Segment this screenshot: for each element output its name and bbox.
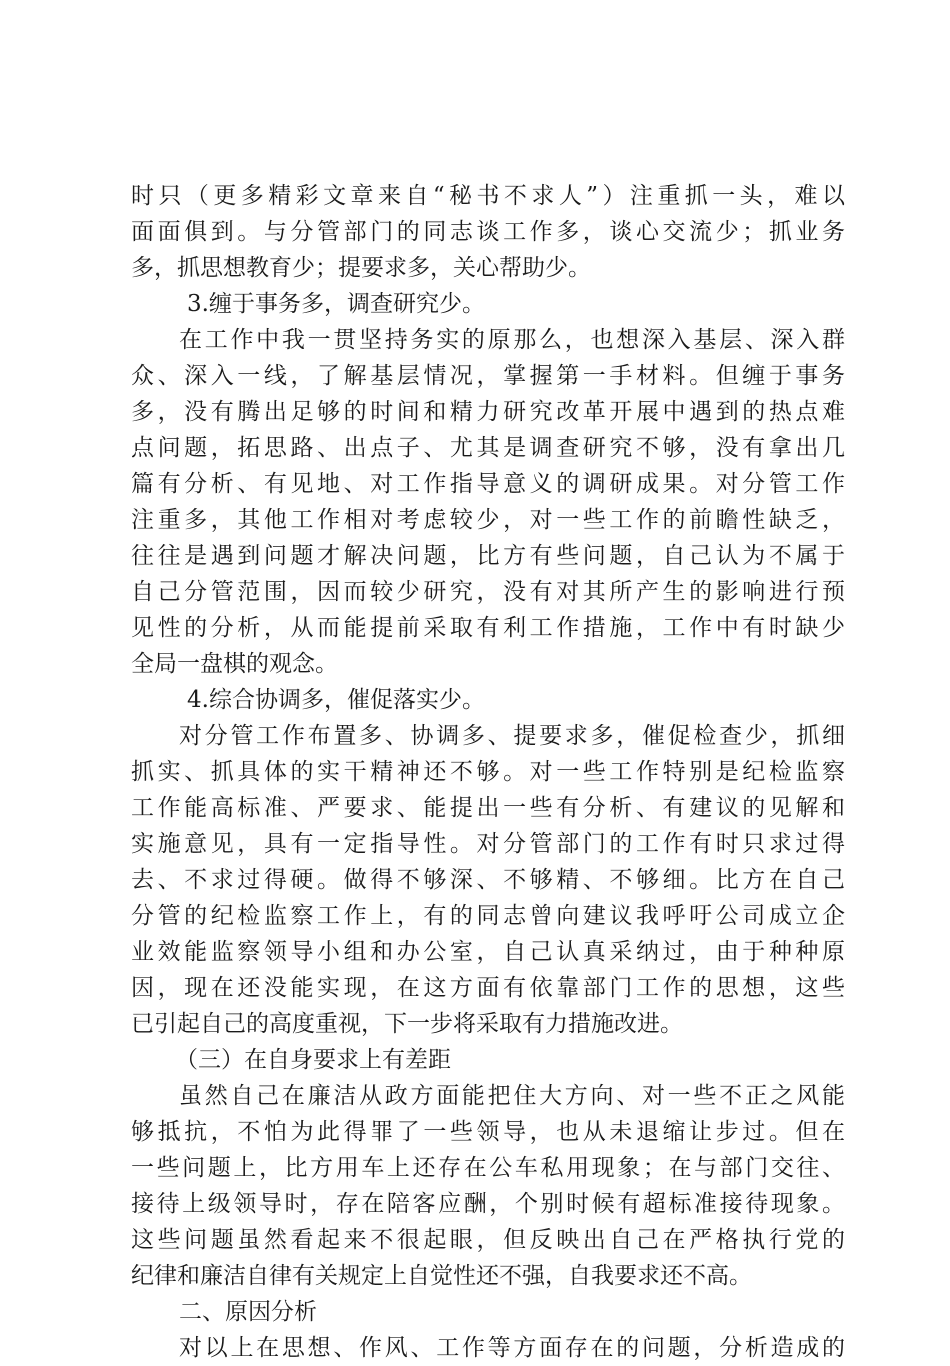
- text-line: 已引起自己的高度重视，下一步将采取有力措施改进。: [131, 1011, 683, 1037]
- section-heading-2: 二、原因分析: [179, 1299, 317, 1325]
- text-line: 多，抓思想教育少；提要求多，关心帮助少。: [131, 255, 591, 281]
- text-line: 见性的分析，从而能提前采取有利工作措施，工作中有时缺少: [131, 615, 845, 641]
- text-line: 接待上级领导时，存在陪客应酬，个别时候有超标准接待现象。: [131, 1191, 845, 1217]
- section-heading-3: （三）在自身要求上有差距: [175, 1047, 451, 1073]
- text-line: 纪律和廉洁自律有关规定上自觉性还不强，自我要求还不高。: [131, 1263, 752, 1289]
- text-line: 全局一盘棋的观念。: [131, 651, 338, 677]
- text-line: 业效能监察领导小组和办公室，自己认真采纳过，由于种种原: [131, 939, 845, 965]
- text-line: 自己分管范围，因而较少研究，没有对其所产生的影响进行预: [131, 579, 845, 605]
- text-line: 对分管工作布置多、协调多、提要求多，催促检查少，抓细: [179, 723, 845, 749]
- text-line: 篇有分析、有见地、对工作指导意义的调研成果。对分管工作: [131, 471, 845, 497]
- text-line: 对以上在思想、作风、工作等方面存在的问题，分析造成的: [179, 1335, 845, 1361]
- text-line: 注重多，其他工作相对考虑较少，对一些工作的前瞻性缺乏，: [131, 507, 845, 533]
- text-line: 时只（更多精彩文章来自“秘书不求人”）注重抓一头，难以: [131, 183, 845, 209]
- text-line: 工作能高标准、严要求、能提出一些有分析、有建议的见解和: [131, 795, 845, 821]
- subheading-4: 4.综合协调多，催促落实少。: [187, 687, 485, 713]
- text-line: 这些问题虽然看起来不很起眼，但反映出自己在严格执行党的: [131, 1227, 845, 1253]
- text-line: 抓实、抓具体的实干精神还不够。对一些工作特别是纪检监察: [131, 759, 845, 785]
- text-line: 虽然自己在廉洁从政方面能把住大方向、对一些不正之风能: [179, 1083, 845, 1109]
- text-line: 面面俱到。与分管部门的同志谈工作多，谈心交流少；抓业务: [131, 219, 845, 245]
- text-line: 点问题，拓思路、出点子、尤其是调查研究不够，没有拿出几: [131, 435, 845, 461]
- subheading-3: 3.缠于事务多，调查研究少。: [187, 291, 485, 317]
- text-line: 往往是遇到问题才解决问题，比方有些问题，自己认为不属于: [131, 543, 845, 569]
- text-line: 够抵抗，不怕为此得罪了一些领导，也从未退缩让步过。但在: [131, 1119, 845, 1145]
- text-line: 去、不求过得硬。做得不够深、不够精、不够细。比方在自己: [131, 867, 845, 893]
- text-line: 在工作中我一贯坚持务实的原那么，也想深入基层、深入群: [179, 327, 845, 353]
- text-line: 一些问题上，比方用车上还存在公车私用现象；在与部门交往、: [131, 1155, 845, 1181]
- text-line: 因，现在还没能实现，在这方面有依靠部门工作的思想，这些: [131, 975, 845, 1001]
- text-line: 众、深入一线，了解基层情况，掌握第一手材料。但缠于事务: [131, 363, 845, 389]
- text-line: 实施意见，具有一定指导性。对分管部门的工作有时只求过得: [131, 831, 845, 857]
- text-line: 多，没有腾出足够的时间和精力研究改革开展中遇到的热点难: [131, 399, 845, 425]
- text-line: 分管的纪检监察工作上，有的同志曾向建议我呼吁公司成立企: [131, 903, 845, 929]
- document-body: [131, 178, 845, 1366]
